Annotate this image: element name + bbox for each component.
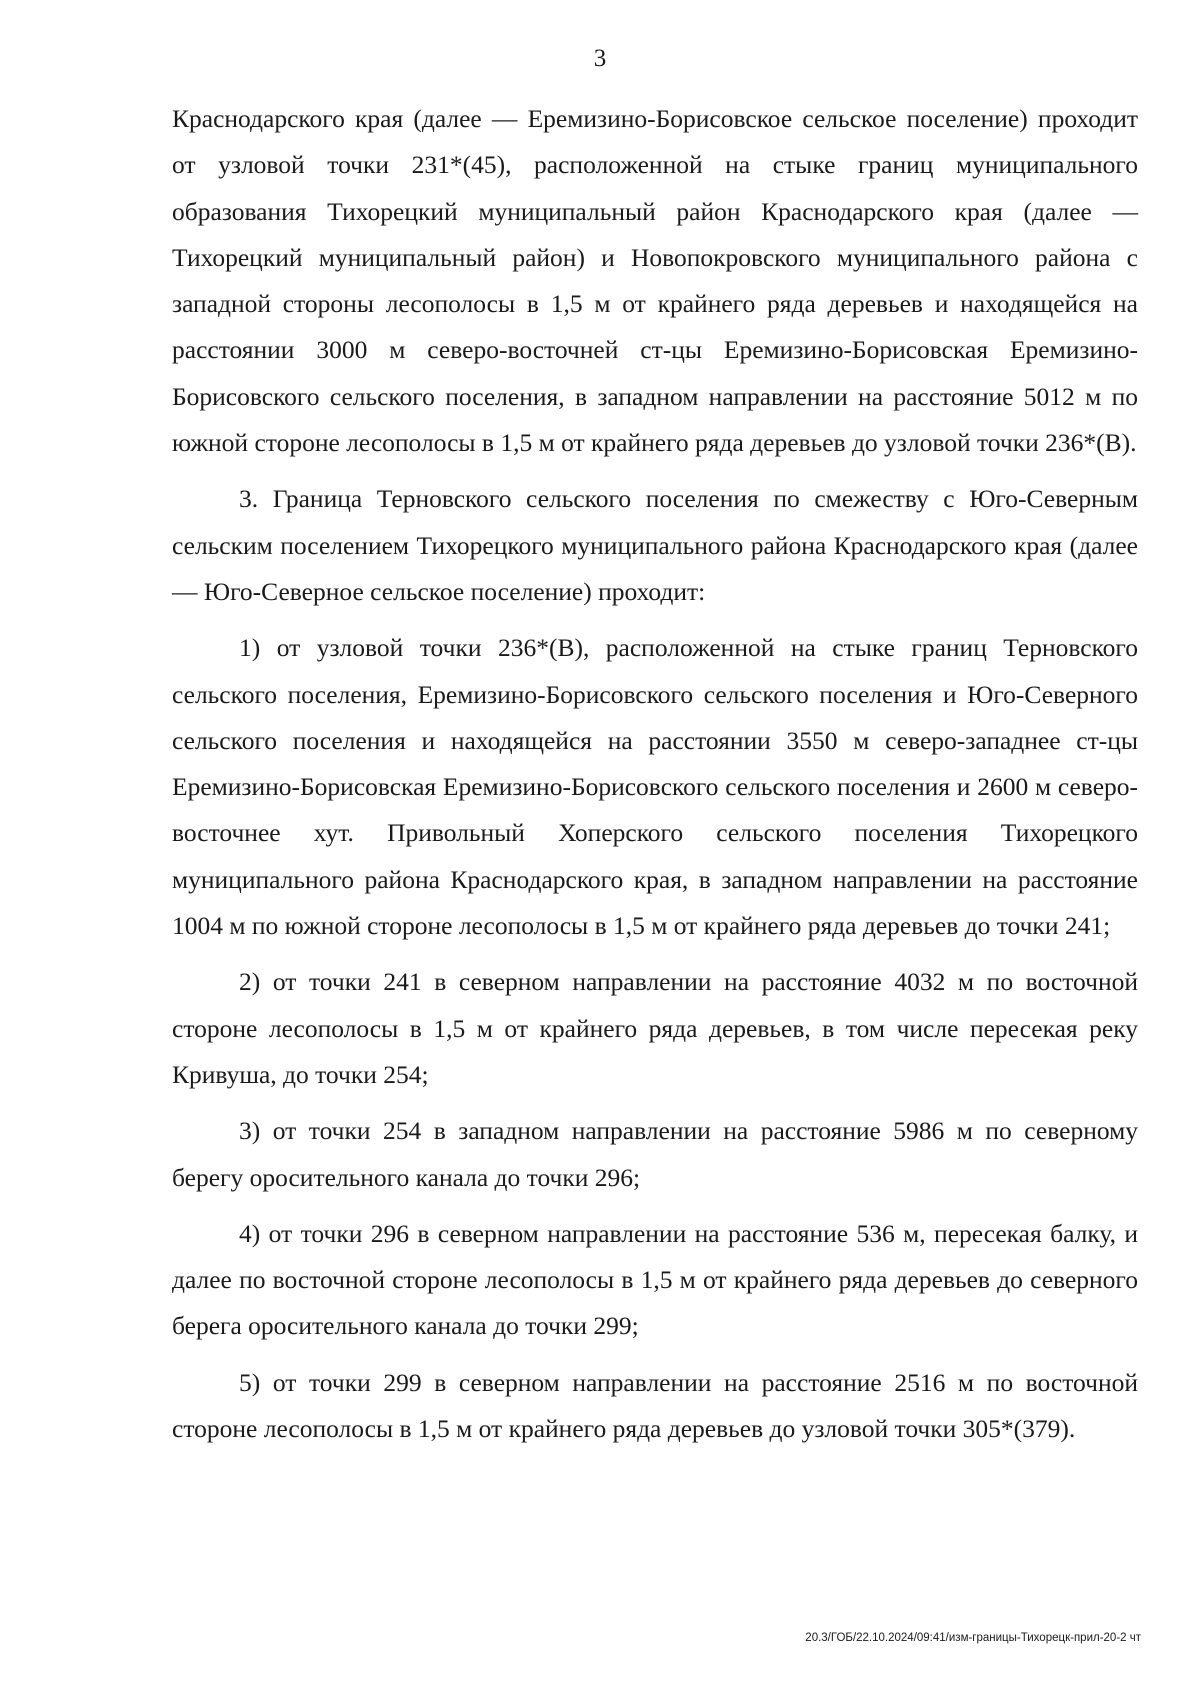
page-number: 3 (593, 45, 607, 72)
paragraph-item-4: 4) от точки 296 в северном направлении на расстояние 536 м, пересекая балку, и далее по восточной стороне лесополосы в 1,5 м от крайнего ряда деревьев до северного берега оросительного канала до точки 299; (172, 1218, 1138, 1341)
document-body (172, 96, 1138, 1452)
paragraph-item-3: 3) от точки 254 в западном направлении на расстояние 5986 м по северному берегу оросительного канала до точки 296; (172, 1116, 1138, 1192)
paragraph-item-2: 2) от точки 241 в северном направлении на расстояние 4032 м по восточной стороне лесополосы в 1,5 м от крайнего ряда деревьев, в том числе пересекая реку Кривуша, до точки 254; (172, 967, 1138, 1089)
paragraph-item-5: 5) от точки 299 в северном направлении на расстояние 2516 м по восточной стороне лесополосы в 1,5 м от крайнего ряда деревьев до узловой точки 305*(379). (172, 1367, 1138, 1444)
paragraph-item-1: 1) от узловой точки 236*(В), расположенной на стыке границ Терновского сельского поселения, Еремизино-Борисовского сельского поселения и Юго-Северного сельского поселения и находящейся на расстоянии 3550 м северо-западнее ст-цы Еремизино-Борисовская Еремизино-Борисовского сельского поселения и 2600 м северо-восточнее хут. Привольный Хоперского сельского поселения Тихорецкого муниципального района Краснодарского края, в западном направлении на расстояние 1004 м по южной стороне лесополосы в 1,5 м от крайнего ряда деревьев до точки 241; (172, 633, 1138, 941)
paragraph-continuation: Краснодарского края (далее — Еремизино-Борисовское сельское поселение) проходит от узловой точки 231*(45), расположенной на стыке границ муниципального образования Тихорецкий муниципальный район Краснодарского края (далее — Тихорецкий муниципальный район) и Новопокровского муниципального района с западной стороны лесополосы в 1,5 м от крайнего ряда деревьев и находящейся на расстоянии 3000 м северо-восточней ст-цы Еремизино-Борисовская Еремизино-Борисовского сельского поселения, в западном направлении на расстояние 5012 м по южной стороне лесополосы в 1,5 м от крайнего ряда деревьев до узловой точки 236*(В). (172, 104, 1138, 458)
footer-document-code: 20.3/ГОБ/22.10.2024/09:41/изм-границы-Тихорецк-прил-20-2 чт (805, 1632, 1141, 1644)
paragraph-section-3: 3. Граница Терновского сельского поселения по смежеству с Юго-Северным сельским поселением Тихорецкого муниципального района Краснодарского края (далее — Юго-Северное сельское поселение) проходит: (172, 484, 1138, 606)
